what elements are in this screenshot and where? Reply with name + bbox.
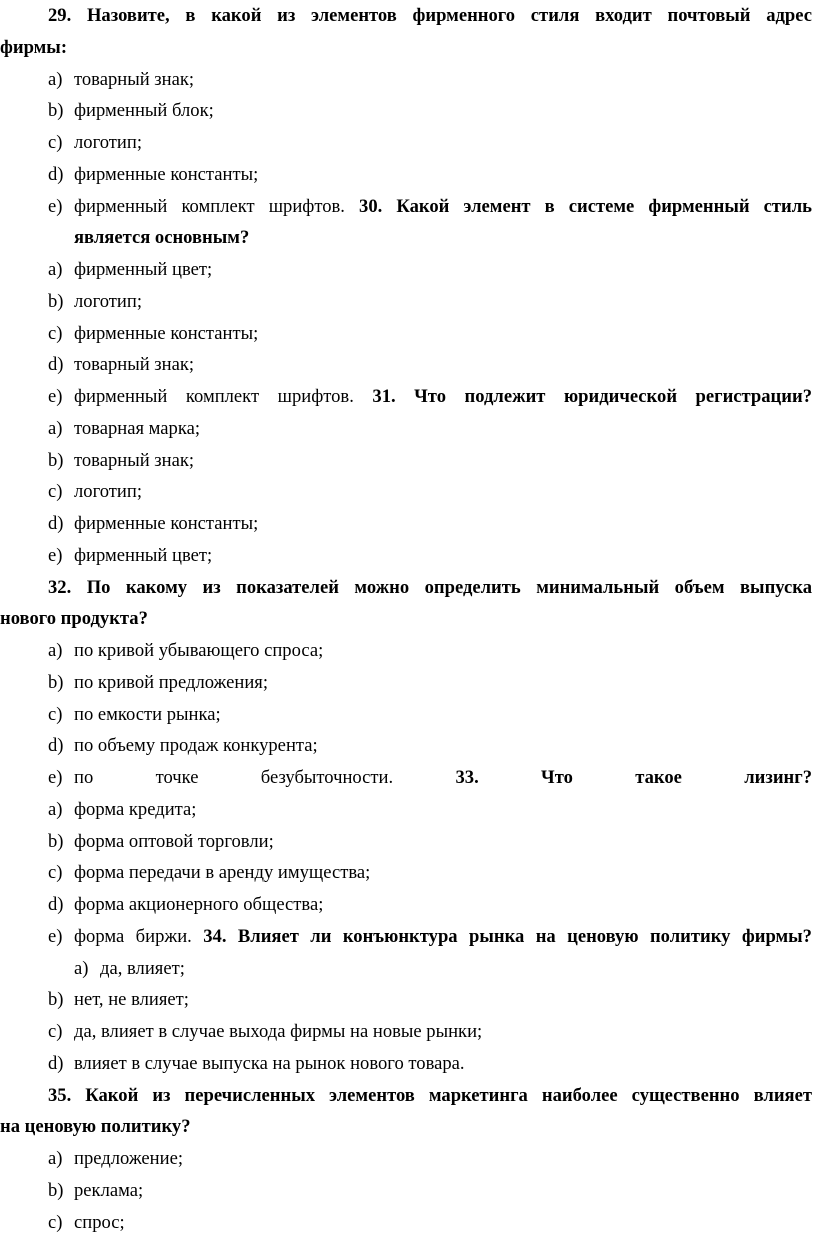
option-letter: c) [48,132,63,153]
option-text: форма кредита; [74,798,197,820]
option-letter: a) [74,957,89,979]
option-letter: d) [48,735,64,757]
option-letter: a) [48,259,63,280]
option-text: да, влияет; [100,957,185,979]
answer-option [48,258,812,282]
option-letter: d) [48,163,64,185]
answer-option [48,893,812,917]
answer-option [48,544,812,568]
option-text: реклама; [74,1179,144,1201]
option-text: по кривой убывающего спроса; [74,640,324,661]
question-heading: 30. Какой элемент в системе фирменный стиль [359,195,812,217]
option-text: по кривой предложения; [74,671,269,693]
option-letter: b) [48,830,64,852]
answer-option [48,99,812,123]
answer-option [48,671,812,695]
answer-option [48,861,812,885]
answer-option-with-next-question [48,195,812,219]
answer-option [48,163,812,187]
option-text: форма акционерного общества; [74,894,324,915]
option-letter: a) [48,68,63,90]
question-heading: 34. Влияет ли конъюнктура рынка на ценовую политику фирмы? [203,925,812,947]
option-letter: d) [48,513,64,534]
option-letter: e) [48,544,63,566]
option-text: форма передачи в аренду имущества; [74,862,371,884]
option-text: логотип; [74,481,142,503]
question-heading-continuation: на ценовую политику? [0,1116,191,1138]
answer-option [48,68,812,92]
question-heading-continuation: фирмы: [0,36,68,58]
answer-option [48,734,812,758]
option-letter: b) [48,989,64,1011]
option-letter: a) [48,1148,63,1169]
question-heading: 33. Что такое лизинг? [455,767,812,788]
question-heading: 32. По какому из показателей можно определить минимальный объем выпуска [48,576,812,598]
option-letter: a) [48,640,63,661]
option-text: фирменный цвет; [74,259,213,280]
answer-option [48,417,812,441]
option-text: по точке безубыточности. [74,767,394,788]
answer-option [48,798,812,822]
question-heading: 29. Назовите, в какой из элементов фирменного стиля входит почтовый адрес [48,5,812,26]
option-letter: c) [48,703,63,725]
answer-option [48,1052,812,1076]
answer-option [74,957,812,981]
option-text: форма биржи. [74,925,192,947]
option-letter: b) [48,100,64,122]
option-text: по объему продаж конкурента; [74,735,318,757]
option-letter: e) [48,386,63,407]
option-letter: d) [48,894,64,915]
question-heading-continuation: нового продукта? [0,608,148,630]
option-text: форма оптовой торговли; [74,830,274,852]
answer-option [48,480,812,504]
answer-option [48,703,812,727]
option-text: влияет в случае выпуска на рынок нового товара. [74,1052,465,1074]
option-letter: c) [48,1211,63,1233]
option-text: фирменные константы; [74,513,259,534]
option-text: товарная марка; [74,417,201,439]
answer-option [48,988,812,1012]
option-letter: c) [48,481,63,503]
option-letter: d) [48,354,64,376]
answer-option [48,290,812,314]
option-text: фирменные константы; [74,322,259,344]
answer-option-with-next-question [48,925,812,949]
answer-option [48,639,812,663]
option-text: фирменный комплект шрифтов. [74,386,354,407]
option-text: спрос; [74,1211,125,1233]
option-letter: b) [48,671,64,693]
option-letter: c) [48,862,63,884]
answer-option [48,1179,812,1203]
option-letter: b) [48,1179,64,1201]
answer-option [48,353,812,377]
answer-option [48,1147,812,1171]
option-letter: e) [48,767,63,788]
option-letter: c) [48,322,63,344]
option-text: фирменные константы; [74,163,259,185]
question-heading-continuation: является основным? [74,227,250,249]
option-letter: e) [48,195,63,217]
answer-option [48,830,812,854]
option-letter: c) [48,1021,63,1042]
option-letter: b) [48,290,64,312]
answer-option-with-next-question [48,385,812,409]
option-letter: a) [48,798,63,820]
option-text: по емкости рынка; [74,703,221,725]
answer-option-with-next-question [48,766,812,790]
option-text: да, влияет в случае выхода фирмы на новые рынки; [74,1021,483,1042]
answer-option [48,449,812,473]
option-text: нет, не влияет; [74,989,189,1011]
answer-option [48,322,812,346]
option-text: товарный знак; [74,449,195,471]
question-heading: 35. Какой из перечисленных элементов маркетинга наиболее существенно влияет [48,1084,812,1106]
option-letter: d) [48,1052,64,1074]
question-heading: 31. Что подлежит юридической регистрации? [372,386,812,407]
option-text: логотип; [74,132,142,153]
option-text: логотип; [74,290,142,312]
option-letter: a) [48,417,63,439]
option-text: фирменный комплект шрифтов. [74,195,345,217]
option-text: фирменный блок; [74,100,214,122]
answer-option [48,131,812,155]
option-letter: e) [48,925,63,947]
answer-option [48,1020,812,1044]
answer-option [48,1211,812,1235]
option-text: фирменный цвет; [74,544,213,566]
option-text: предложение; [74,1148,184,1169]
option-text: товарный знак; [74,354,195,376]
option-text: товарный знак; [74,68,195,90]
option-letter: b) [48,449,64,471]
answer-option [48,512,812,536]
